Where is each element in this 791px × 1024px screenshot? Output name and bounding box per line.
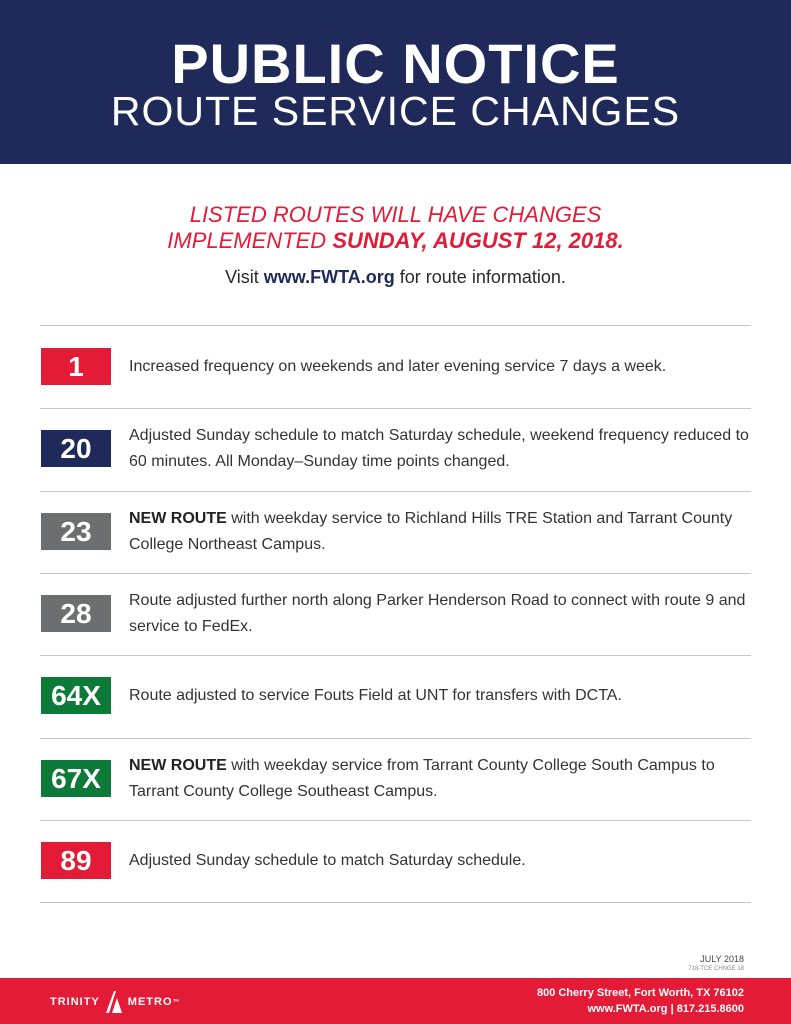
- announcement-line1: LISTED ROUTES WILL HAVE CHANGES: [189, 202, 602, 227]
- route-description-text: Increased frequency on weekends and later evening service 7 days a week.: [129, 358, 667, 375]
- route-row: [40, 408, 751, 490]
- date-block: [688, 954, 744, 974]
- logo-trademark: ™: [172, 998, 181, 1006]
- route-description-text: Route adjusted further north along Parker Henderson Road to connect with route 9 and service to FedEx.: [129, 591, 746, 635]
- date-label: JULY 2018: [700, 954, 744, 964]
- route-number-badge: 67X: [41, 760, 111, 797]
- new-route-label: NEW ROUTE: [129, 509, 227, 527]
- header-banner: [0, 0, 791, 164]
- route-row: [40, 573, 751, 655]
- route-row: [40, 820, 751, 902]
- route-number-badge: 23: [41, 513, 111, 550]
- route-description: [129, 423, 751, 475]
- route-number-badge: 28: [41, 595, 111, 632]
- route-description: [129, 588, 751, 640]
- route-row: [40, 326, 751, 408]
- route-number-badge: 20: [41, 430, 111, 467]
- logo-mark-icon: [104, 991, 124, 1013]
- route-description-text: with weekday service to Richland Hills TRE Station and Tarrant County College Northeast Campus.: [129, 509, 733, 553]
- footer-bar: [0, 978, 791, 1024]
- visit-suffix: for route information.: [394, 267, 566, 287]
- route-description: [129, 683, 751, 709]
- visit-prefix: Visit: [225, 267, 264, 287]
- route-description: [129, 753, 751, 805]
- visit-line: [0, 267, 791, 288]
- trinity-metro-logo: [50, 990, 181, 1014]
- visit-url-link[interactable]: www.FWTA.org: [263, 267, 395, 287]
- route-description: [129, 354, 751, 380]
- footer-contact: [537, 985, 744, 1017]
- footer-website-phone: www.FWTA.org | 817.215.8600: [587, 1003, 744, 1015]
- route-description: [129, 848, 751, 874]
- route-row: [40, 738, 751, 820]
- route-description: [129, 506, 751, 558]
- divider: [40, 902, 751, 903]
- route-number-badge: 64X: [41, 677, 111, 714]
- notice-title: PUBLIC NOTICE: [171, 32, 620, 95]
- route-number-badge: 89: [41, 842, 111, 879]
- logo-text-left: TRINITY: [50, 996, 100, 1008]
- route-row: [40, 655, 751, 737]
- route-description-text: with weekday service from Tarrant County College South Campus to Tarrant County College Southeast Campus.: [129, 756, 715, 800]
- route-number-badge: 1: [41, 348, 111, 385]
- route-description-text: Adjusted Sunday schedule to match Saturday schedule.: [129, 851, 526, 869]
- logo-text-right: METRO: [127, 996, 173, 1008]
- announcement-date: SUNDAY, AUGUST 12, 2018.: [332, 228, 624, 253]
- route-description-text: Route adjusted to service Fouts Field at UNT for transfers with DCTA.: [129, 687, 622, 705]
- document-code: 718-TCE CHNGE 18: [688, 966, 744, 972]
- route-description-text: Adjusted Sunday schedule to match Saturday schedule, weekend frequency reduced to 60 minutes. All Monday–Sunday time points changed.: [129, 427, 749, 471]
- notice-subtitle: ROUTE SERVICE CHANGES: [110, 88, 681, 134]
- announcement-prefix: IMPLEMENTED: [167, 228, 333, 253]
- new-route-label: NEW ROUTE: [129, 756, 227, 774]
- announcement-line2: [0, 228, 791, 254]
- route-row: [40, 491, 751, 573]
- footer-address: 800 Cherry Street, Fort Worth, TX 76102: [536, 987, 744, 999]
